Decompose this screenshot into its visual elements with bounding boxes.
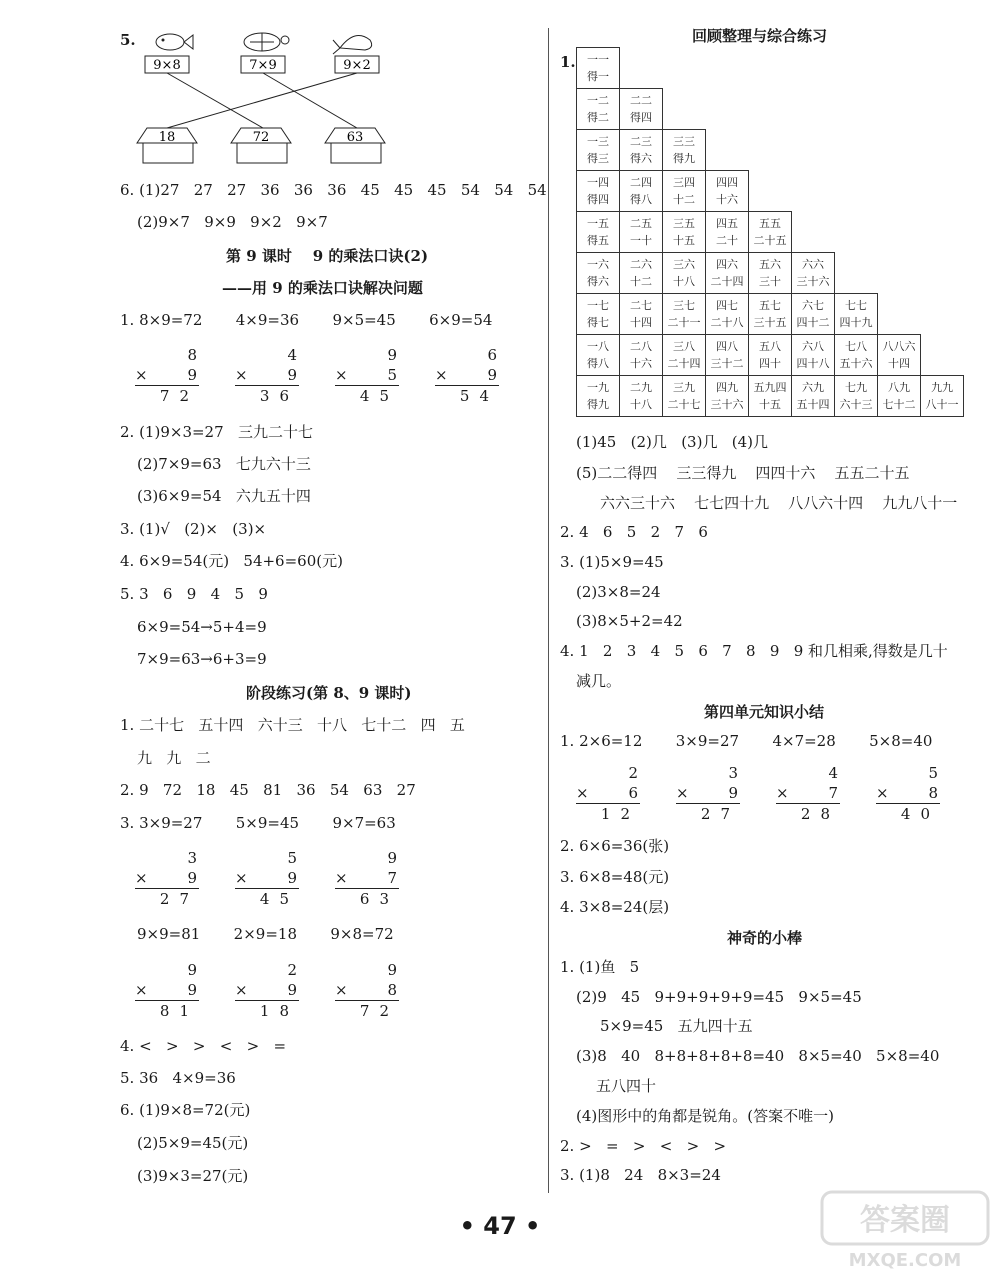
- vcalc: 9 × 9 81: [135, 961, 199, 1020]
- page-number: • 47 •: [459, 1212, 541, 1240]
- m-5: 五八四十: [596, 1077, 657, 1095]
- table-cell: 五九四 十五: [749, 376, 792, 417]
- r-q3-2: (2)3×8=24: [576, 583, 661, 601]
- house-1: 18: [158, 130, 176, 145]
- vcalc: 9 × 5 45: [335, 346, 399, 405]
- table-cell: 一六 得六: [577, 253, 620, 294]
- table-cell: 六八 四十八: [792, 335, 835, 376]
- l-q2-2: (2)7×9=63 七九六十三: [137, 455, 311, 473]
- table-cell: 一二 得二: [577, 89, 620, 130]
- table-cell: 二二 得四: [620, 89, 663, 130]
- table-cell: 一四 得四: [577, 171, 620, 212]
- whale-icon: [333, 36, 372, 55]
- l-q2-3: (3)6×9=54 六九五十四: [137, 487, 311, 505]
- lesson-heading: 第 9 课时 9 的乘法口诀(2): [226, 247, 429, 265]
- unit-heading: 第四单元知识小结: [704, 703, 825, 721]
- table-cell: 三五 十五: [663, 212, 706, 253]
- table-cell: 五八 四十: [749, 335, 792, 376]
- l-q5c: 7×9=63→6+3=9: [137, 650, 267, 668]
- table-cell: 八九 七十二: [878, 376, 921, 417]
- table-cell: 一五 得五: [577, 212, 620, 253]
- table-cell: 二六 十二: [620, 253, 663, 294]
- r-q1-label: 1.: [560, 53, 576, 71]
- box-3: 9×2: [343, 58, 371, 73]
- house-2: 72: [252, 130, 270, 145]
- m-1: 1. (1)鱼 5: [560, 958, 640, 976]
- s-q3b: 9×9=81 2×9=18 9×8=72: [137, 925, 394, 943]
- l-q5b: 6×9=54→5+4=9: [137, 618, 267, 636]
- table-cell: 三三 得九: [663, 130, 706, 171]
- vcalc: 9 × 7 63: [335, 849, 399, 908]
- vcalc: 4 × 9 36: [235, 346, 299, 405]
- r-q1-a: (1)45 (2)几 (3)几 (4)几: [576, 433, 768, 451]
- vcalc: 5 × 8 40: [876, 764, 940, 823]
- table-cell: 一七 得七: [577, 294, 620, 335]
- r-q3-3: (3)8×5+2=42: [576, 612, 683, 630]
- table-cell: 二五 一十: [620, 212, 663, 253]
- vcalc: 8 × 9 72: [135, 346, 199, 405]
- table-cell: 六六 三十六: [792, 253, 835, 294]
- table-cell: 一三 得三: [577, 130, 620, 171]
- table-cell: 三四 十二: [663, 171, 706, 212]
- q5-label: 5.: [120, 31, 136, 49]
- svg-text:MXQE.COM: MXQE.COM: [848, 1250, 962, 1271]
- s-q1b: 九 九 二: [137, 749, 211, 767]
- table-cell: 二九 十八: [620, 376, 663, 417]
- m-7: 2. > = > < > >: [560, 1137, 727, 1155]
- m-4: (3)8 40 8+8+8+8+8=40 8×5=40 5×8=40: [576, 1047, 940, 1065]
- s-q6-2: (2)5×9=45(元): [137, 1134, 249, 1152]
- table-cell: 一一 得一: [577, 48, 620, 89]
- table-cell: 五七 三十五: [749, 294, 792, 335]
- table-cell: 二七 十四: [620, 294, 663, 335]
- table-cell: 一八 得八: [577, 335, 620, 376]
- r-q3-1: 3. (1)5×9=45: [560, 553, 664, 571]
- multiplication-table: [576, 47, 964, 417]
- fish-icon: [156, 34, 193, 50]
- table-cell: 二三 得六: [620, 130, 663, 171]
- table-cell: 二四 得八: [620, 171, 663, 212]
- table-cell: 四七 二十八: [706, 294, 749, 335]
- turtle-icon: [244, 33, 289, 51]
- s-q6-3: (3)9×3=27(元): [137, 1167, 249, 1185]
- vcalc: 3 × 9 27: [135, 849, 199, 908]
- u-q2: 2. 6×6=36(张): [560, 837, 670, 855]
- table-cell: 六九 五十四: [792, 376, 835, 417]
- stage-heading: 阶段练习(第 8、9 课时): [246, 684, 412, 702]
- vcalc: 3 × 9 27: [676, 764, 740, 823]
- table-cell: 三八 二十四: [663, 335, 706, 376]
- box-1: 9×8: [153, 58, 181, 73]
- vcalc: 9 × 8 72: [335, 961, 399, 1020]
- table-cell: 七七 四十九: [835, 294, 878, 335]
- vcalc: 6 × 9 54: [435, 346, 499, 405]
- u-q1: 1. 2×6=12 3×9=27 4×7=28 5×8=40: [560, 732, 933, 750]
- table-cell: 三六 十八: [663, 253, 706, 294]
- table-cell: 二八 十六: [620, 335, 663, 376]
- table-cell: 七九 六十三: [835, 376, 878, 417]
- q6-line1: 6. (1)27 27 27 36 36 36 45 45 45 54 54 54: [120, 181, 547, 199]
- m-8: 3. (1)8 24 8×3=24: [560, 1166, 721, 1184]
- table-cell: 四九 三十六: [706, 376, 749, 417]
- r-q2: 2. 4 6 5 2 7 6: [560, 523, 708, 541]
- u-q3: 3. 6×8=48(元): [560, 868, 670, 886]
- column-divider: [548, 28, 549, 1193]
- vcalc: 2 × 6 12: [576, 764, 640, 823]
- table-cell: 一九 得九: [577, 376, 620, 417]
- matching-illustration: [135, 28, 395, 168]
- watermark-logo: [820, 1190, 990, 1272]
- table-cell: 八八六 十四: [878, 335, 921, 376]
- r-q4b: 减几。: [576, 672, 622, 690]
- l-q5a: 5. 3 6 9 4 5 9: [120, 585, 268, 603]
- table-cell: 四八 三十二: [706, 335, 749, 376]
- l-q2-1: 2. (1)9×3=27 三九二十七: [120, 423, 313, 441]
- u-q4: 4. 3×8=24(层): [560, 898, 670, 916]
- m-6: (4)图形中的角都是锐角。(答案不唯一): [576, 1107, 834, 1125]
- review-heading: 回顾整理与综合练习: [692, 27, 828, 45]
- table-cell: 六七 四十二: [792, 294, 835, 335]
- r-q1-c: 六六三十六 七七四十九 八八六十四 九九八十一: [600, 494, 958, 512]
- vcalc: 2 × 9 18: [235, 961, 299, 1020]
- table-cell: 五六 三十: [749, 253, 792, 294]
- s-q5: 5. 36 4×9=36: [120, 1069, 236, 1087]
- table-cell: 三九 二十七: [663, 376, 706, 417]
- r-q4a: 4. 1 2 3 4 5 6 7 8 9 9 和几相乘,得数是几十: [560, 642, 948, 660]
- s-q3: 3. 3×9=27 5×9=45 9×7=63: [120, 814, 396, 832]
- l-q3: 3. (1)√ (2)× (3)×: [120, 520, 267, 538]
- vcalc: 5 × 9 45: [235, 849, 299, 908]
- table-cell: 七八 五十六: [835, 335, 878, 376]
- house-3: 63: [346, 130, 364, 145]
- vcalc: 4 × 7 28: [776, 764, 840, 823]
- l-q4: 4. 6×9=54(元) 54+6=60(元): [120, 552, 343, 570]
- s-q6-1: 6. (1)9×8=72(元): [120, 1101, 251, 1119]
- table-cell: 三七 二十一: [663, 294, 706, 335]
- m-3: 5×9=45 五九四十五: [600, 1017, 753, 1035]
- svg-text:答案圈: 答案圈: [860, 1203, 950, 1238]
- l-q1: 1. 8×9=72 4×9=36 9×5=45 6×9=54: [120, 311, 493, 329]
- s-q1a: 1. 二十七 五十四 六十三 十八 七十二 四 五: [120, 716, 465, 734]
- table-cell: 四六 二十四: [706, 253, 749, 294]
- s-q2: 2. 9 72 18 45 81 36 54 63 27: [120, 781, 416, 799]
- m-2: (2)9 45 9+9+9+9+9=45 9×5=45: [576, 988, 862, 1006]
- lesson-subheading: ——用 9 的乘法口诀解决问题: [222, 279, 423, 297]
- table-cell: 九九 八十一: [921, 376, 964, 417]
- s-q4: 4. < > > < > =: [120, 1037, 287, 1055]
- table-cell: 四四 十六: [706, 171, 749, 212]
- r-q1-b: (5)二二得四 三三得九 四四十六 五五二十五: [576, 464, 910, 482]
- magic-heading: 神奇的小棒: [727, 929, 803, 947]
- table-cell: 四五 二十: [706, 212, 749, 253]
- q6-line2: (2)9×7 9×9 9×2 9×7: [137, 213, 328, 231]
- table-cell: 五五 二十五: [749, 212, 792, 253]
- box-2: 7×9: [249, 58, 277, 73]
